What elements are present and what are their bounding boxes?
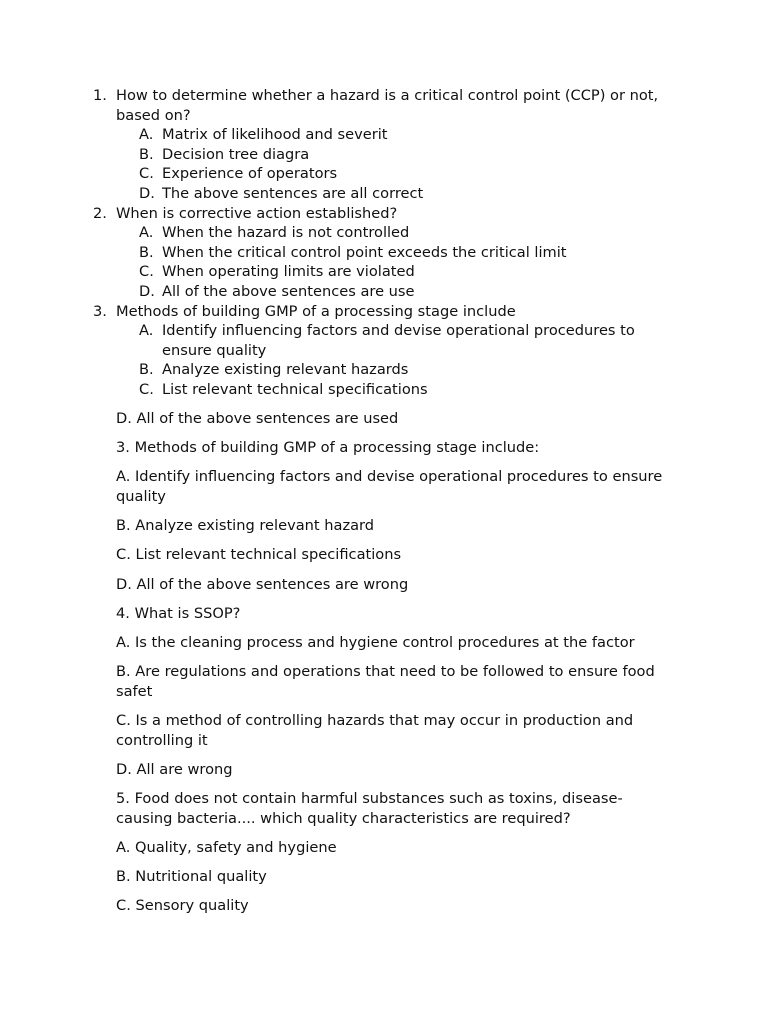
option-text: The above sentences are all correct bbox=[162, 184, 424, 202]
option-letter: B. bbox=[139, 145, 154, 163]
option-letter: A. bbox=[139, 224, 154, 242]
question-text: When is corrective action established? bbox=[116, 204, 398, 222]
question-number: 3. bbox=[93, 302, 107, 320]
numbered-question-list bbox=[0, 86, 768, 400]
question-1 bbox=[0, 86, 768, 125]
option-letter: D. bbox=[139, 184, 155, 202]
paragraph: C. Sensory quality bbox=[116, 897, 249, 915]
option-letter: B. bbox=[139, 361, 154, 379]
paragraph: A. Identify influencing factors and devise operational procedures to ensure quality bbox=[116, 468, 663, 506]
question-text: Methods of building GMP of a processing stage include bbox=[116, 302, 516, 320]
paragraph: 3. Methods of building GMP of a processing stage include: bbox=[116, 439, 540, 457]
option-text: When the hazard is not controlled bbox=[162, 224, 410, 242]
question-text: How to determine whether a hazard is a critical control point (CCP) or not, based on? bbox=[116, 87, 659, 124]
option-letter: A. bbox=[139, 322, 154, 340]
option bbox=[0, 321, 768, 360]
paragraph: B. Are regulations and operations that need to be followed to ensure food safet bbox=[116, 663, 655, 700]
option-letter: A. bbox=[139, 126, 154, 144]
paragraph: 4. What is SSOP? bbox=[116, 604, 241, 622]
question-item bbox=[0, 86, 768, 204]
paragraph: 5. Food does not contain harmful substances such as toxins, disease-causing bacteria.... which quality characteristics are required? bbox=[116, 789, 623, 827]
option-letter: B. bbox=[139, 243, 154, 261]
option-text: When operating limits are violated bbox=[162, 263, 415, 281]
paragraph: A. Quality, safety and hygiene bbox=[116, 838, 337, 856]
option bbox=[0, 282, 768, 302]
question-number: 2. bbox=[93, 204, 107, 222]
option-text: List relevant technical specifications bbox=[162, 380, 428, 398]
option bbox=[0, 243, 768, 263]
option-letter: C. bbox=[139, 380, 154, 398]
question-number: 1. bbox=[93, 87, 107, 104]
option bbox=[0, 125, 768, 145]
paragraph: B. Nutritional quality bbox=[116, 867, 267, 885]
paragraph: B. Analyze existing relevant hazard bbox=[116, 517, 375, 535]
option-text: Experience of operators bbox=[162, 165, 338, 183]
option bbox=[0, 164, 768, 184]
option bbox=[0, 380, 768, 400]
paragraph-list bbox=[0, 409, 768, 916]
option-text: Decision tree diagra bbox=[162, 145, 310, 163]
option bbox=[0, 262, 768, 282]
option-letter: C. bbox=[139, 263, 154, 281]
question-item bbox=[0, 204, 768, 302]
option-text: Matrix of likelihood and severit bbox=[162, 126, 388, 144]
question-item bbox=[0, 302, 768, 400]
option-letter: D. bbox=[139, 282, 155, 300]
option bbox=[0, 184, 768, 204]
option-letter: C. bbox=[139, 165, 154, 183]
question-3 bbox=[0, 302, 768, 322]
option-text: All of the above sentences are use bbox=[162, 282, 415, 300]
spacer bbox=[0, 400, 768, 410]
paragraph: C. Is a method of controlling hazards that may occur in production and controlling it bbox=[116, 711, 634, 749]
option-text: Analyze existing relevant hazards bbox=[162, 361, 409, 379]
option-text: Identify influencing factors and devise operational procedures to ensure quality bbox=[162, 322, 635, 359]
document-body bbox=[0, 86, 768, 916]
paragraph: D. All are wrong bbox=[116, 760, 233, 778]
question-2 bbox=[0, 204, 768, 224]
paragraph: C. List relevant technical specifications bbox=[116, 546, 402, 564]
option bbox=[0, 223, 768, 243]
option-text: When the critical control point exceeds the critical limit bbox=[162, 243, 567, 261]
paragraph: A. Is the cleaning process and hygiene control procedures at the factor bbox=[116, 634, 635, 651]
option bbox=[0, 360, 768, 380]
paragraph: D. All of the above sentences are used bbox=[116, 410, 399, 428]
paragraph: D. All of the above sentences are wrong bbox=[116, 575, 409, 593]
option bbox=[0, 145, 768, 165]
